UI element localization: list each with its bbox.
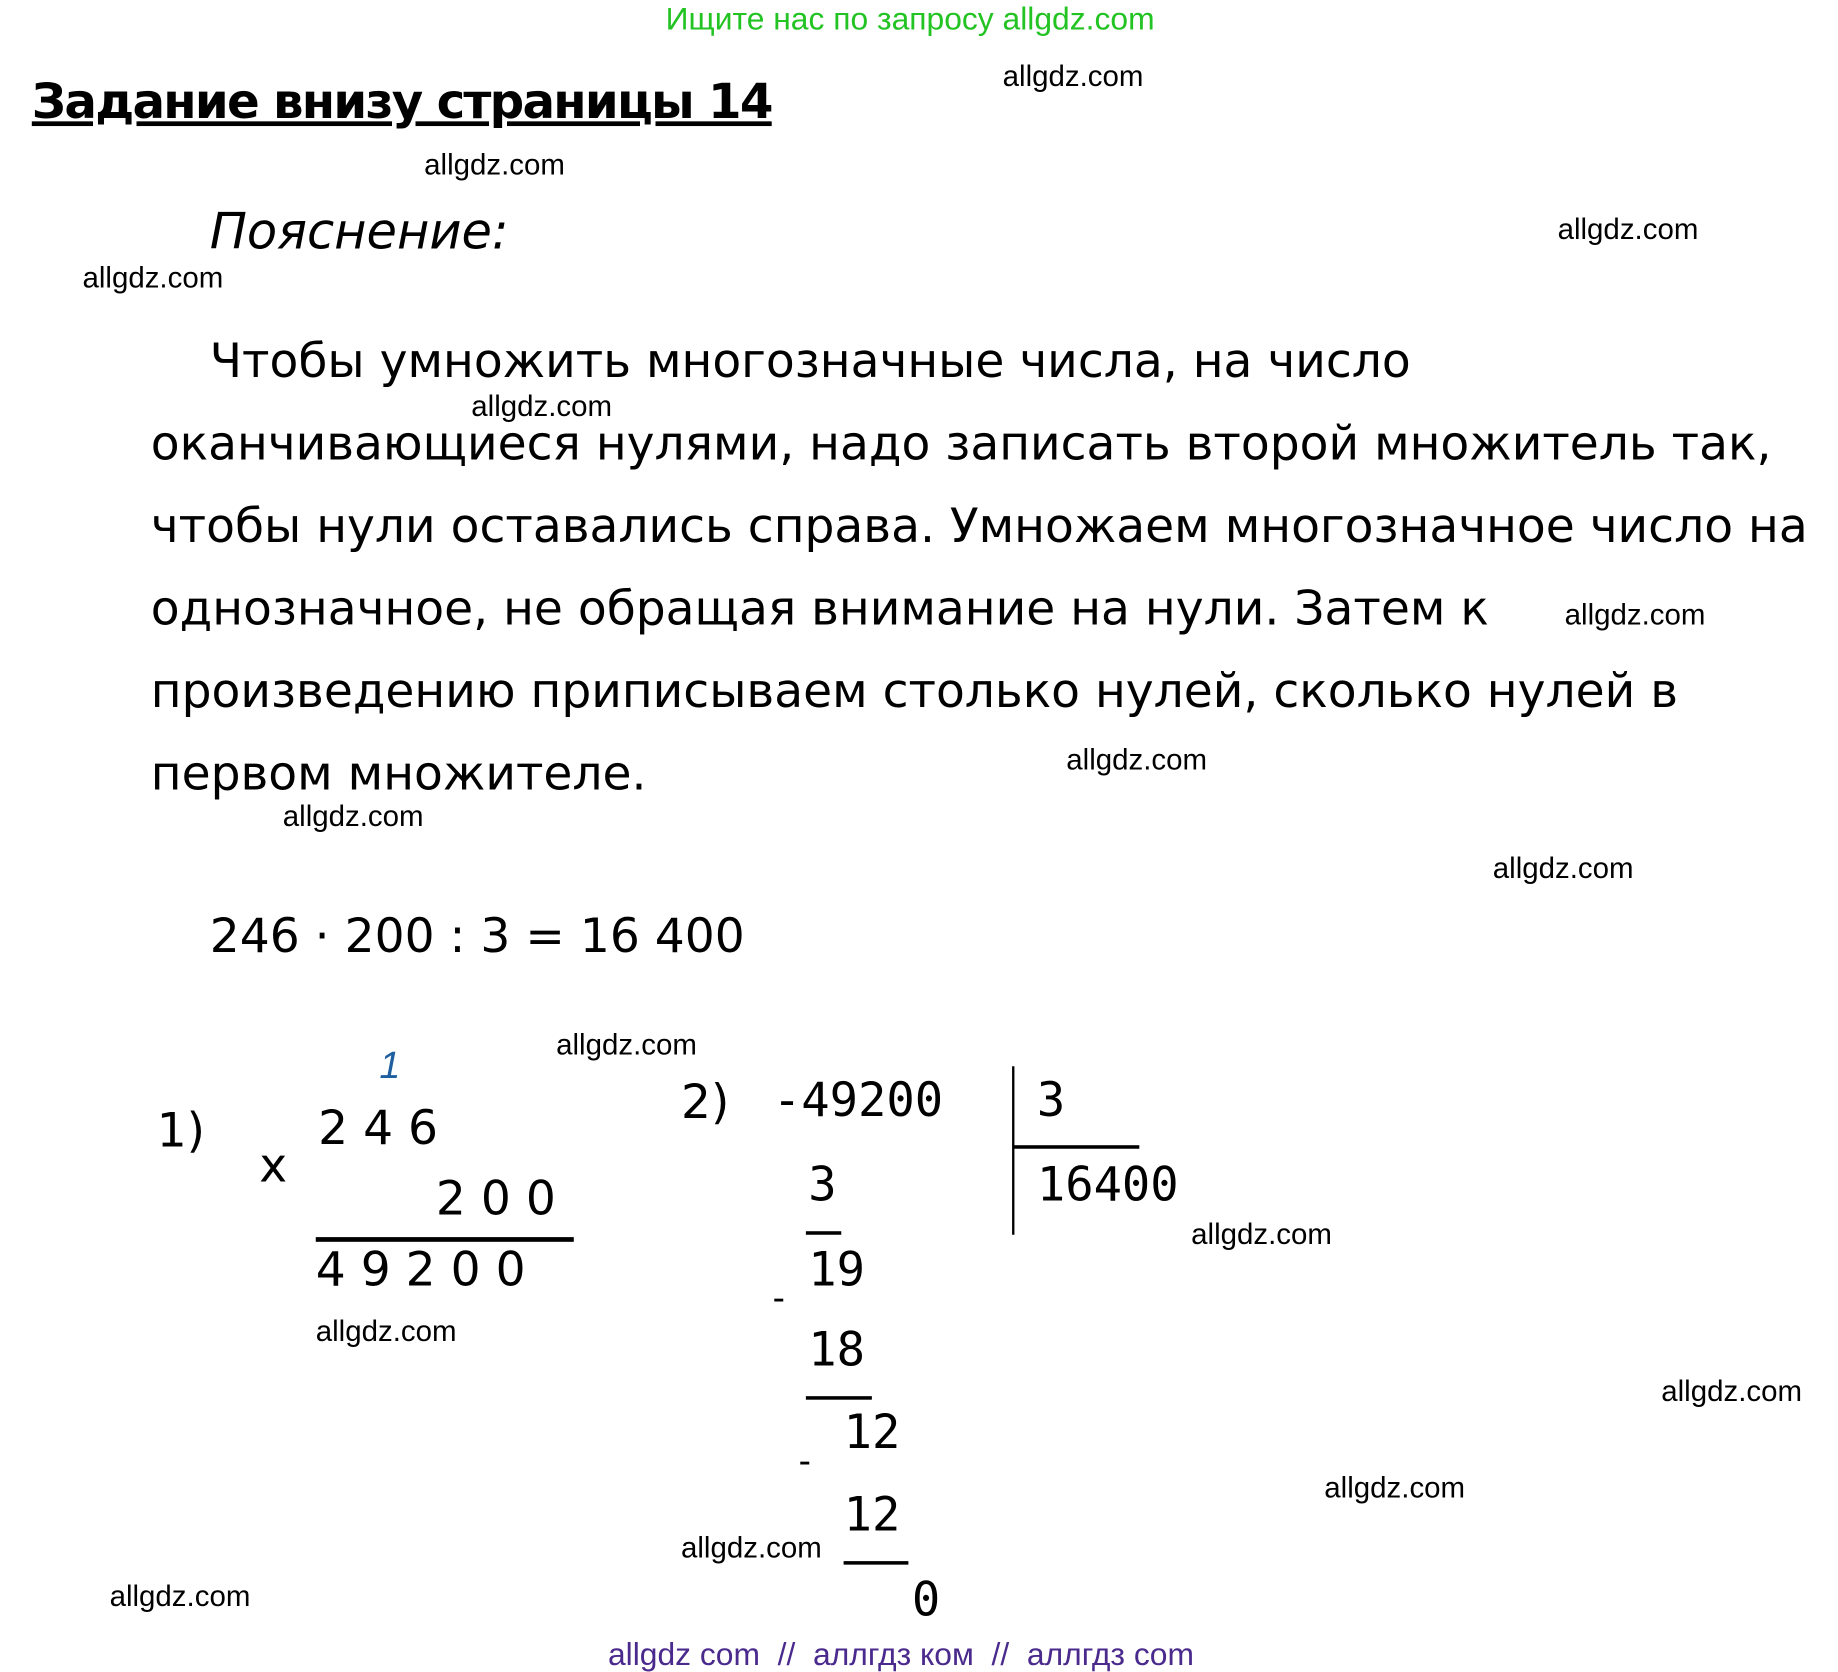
division-step: 12 bbox=[843, 1405, 901, 1460]
watermark: allgdz.com bbox=[109, 1579, 251, 1613]
watermark: allgdz.com bbox=[1324, 1471, 1466, 1505]
watermark: allgdz.com bbox=[1492, 851, 1634, 885]
divisor: 3 bbox=[1036, 1073, 1066, 1128]
minus-sign: - bbox=[768, 1278, 790, 1320]
multiply-sign: x bbox=[259, 1139, 288, 1194]
paragraph-line: произведению приписываем столько нулей, сколько нулей в bbox=[150, 664, 1678, 719]
page-title: Задание внизу страницы 14 bbox=[31, 73, 772, 130]
watermark: allgdz.com bbox=[1002, 60, 1144, 94]
watermark: allgdz.com bbox=[1066, 743, 1208, 777]
product: 4 9 2 0 0 bbox=[315, 1243, 526, 1298]
division-step: 12 bbox=[843, 1488, 901, 1543]
watermark: allgdz.com bbox=[315, 1314, 457, 1348]
factor-2: 2 0 0 bbox=[435, 1172, 556, 1227]
paragraph-line: первом множителе. bbox=[150, 746, 647, 802]
paragraph-line: оканчивающиеся нулями, надо записать второй множитель так, bbox=[150, 417, 1772, 472]
watermark: allgdz.com bbox=[471, 389, 613, 423]
carry-digit: 1 bbox=[379, 1043, 401, 1087]
division-step: 3 bbox=[808, 1158, 837, 1213]
footer-links[interactable]: allgdz com // аллгдз ком // аллгдз com bbox=[607, 1636, 1194, 1672]
watermark: allgdz.com bbox=[1557, 213, 1699, 247]
watermark: allgdz.com bbox=[680, 1531, 822, 1565]
paragraph-line: чтобы нули оставались справа. Умножаем многозначное число на bbox=[150, 499, 1808, 554]
watermark: allgdz.com bbox=[282, 799, 424, 833]
watermark: allgdz.com bbox=[82, 261, 224, 295]
quotient: 16400 bbox=[1036, 1158, 1179, 1213]
dividend: -49200 bbox=[772, 1073, 944, 1128]
explanation-label: Пояснение: bbox=[209, 202, 509, 261]
paragraph-line: однозначное, не обращая внимание на нули. Затем к bbox=[150, 582, 1489, 637]
search-banner[interactable]: Ищите нас по запросу allgdz.com bbox=[665, 1, 1155, 37]
division-horizontal-line bbox=[1013, 1145, 1139, 1149]
division-label: 2) bbox=[680, 1075, 730, 1130]
watermark: allgdz.com bbox=[1661, 1374, 1803, 1408]
equation: 246 · 200 : 3 = 16 400 bbox=[209, 909, 745, 964]
minus-sign: - bbox=[794, 1440, 816, 1483]
watermark: allgdz.com bbox=[1191, 1218, 1332, 1252]
division-step: 18 bbox=[808, 1323, 866, 1378]
division-step: 0 bbox=[911, 1572, 941, 1628]
product-line bbox=[316, 1237, 574, 1242]
factor-1: 2 4 6 bbox=[318, 1101, 439, 1156]
step-line bbox=[844, 1561, 909, 1565]
division-step: 19 bbox=[808, 1243, 866, 1298]
watermark: allgdz.com bbox=[1564, 598, 1706, 632]
watermark: allgdz.com bbox=[424, 148, 565, 182]
step-line bbox=[806, 1231, 841, 1235]
step-line bbox=[806, 1396, 872, 1400]
division-vertical-line bbox=[1012, 1066, 1014, 1234]
multiplication-label: 1) bbox=[156, 1103, 206, 1159]
paragraph-line: Чтобы умножить многозначные числа, на число bbox=[209, 334, 1411, 389]
watermark: allgdz.com bbox=[556, 1028, 697, 1062]
